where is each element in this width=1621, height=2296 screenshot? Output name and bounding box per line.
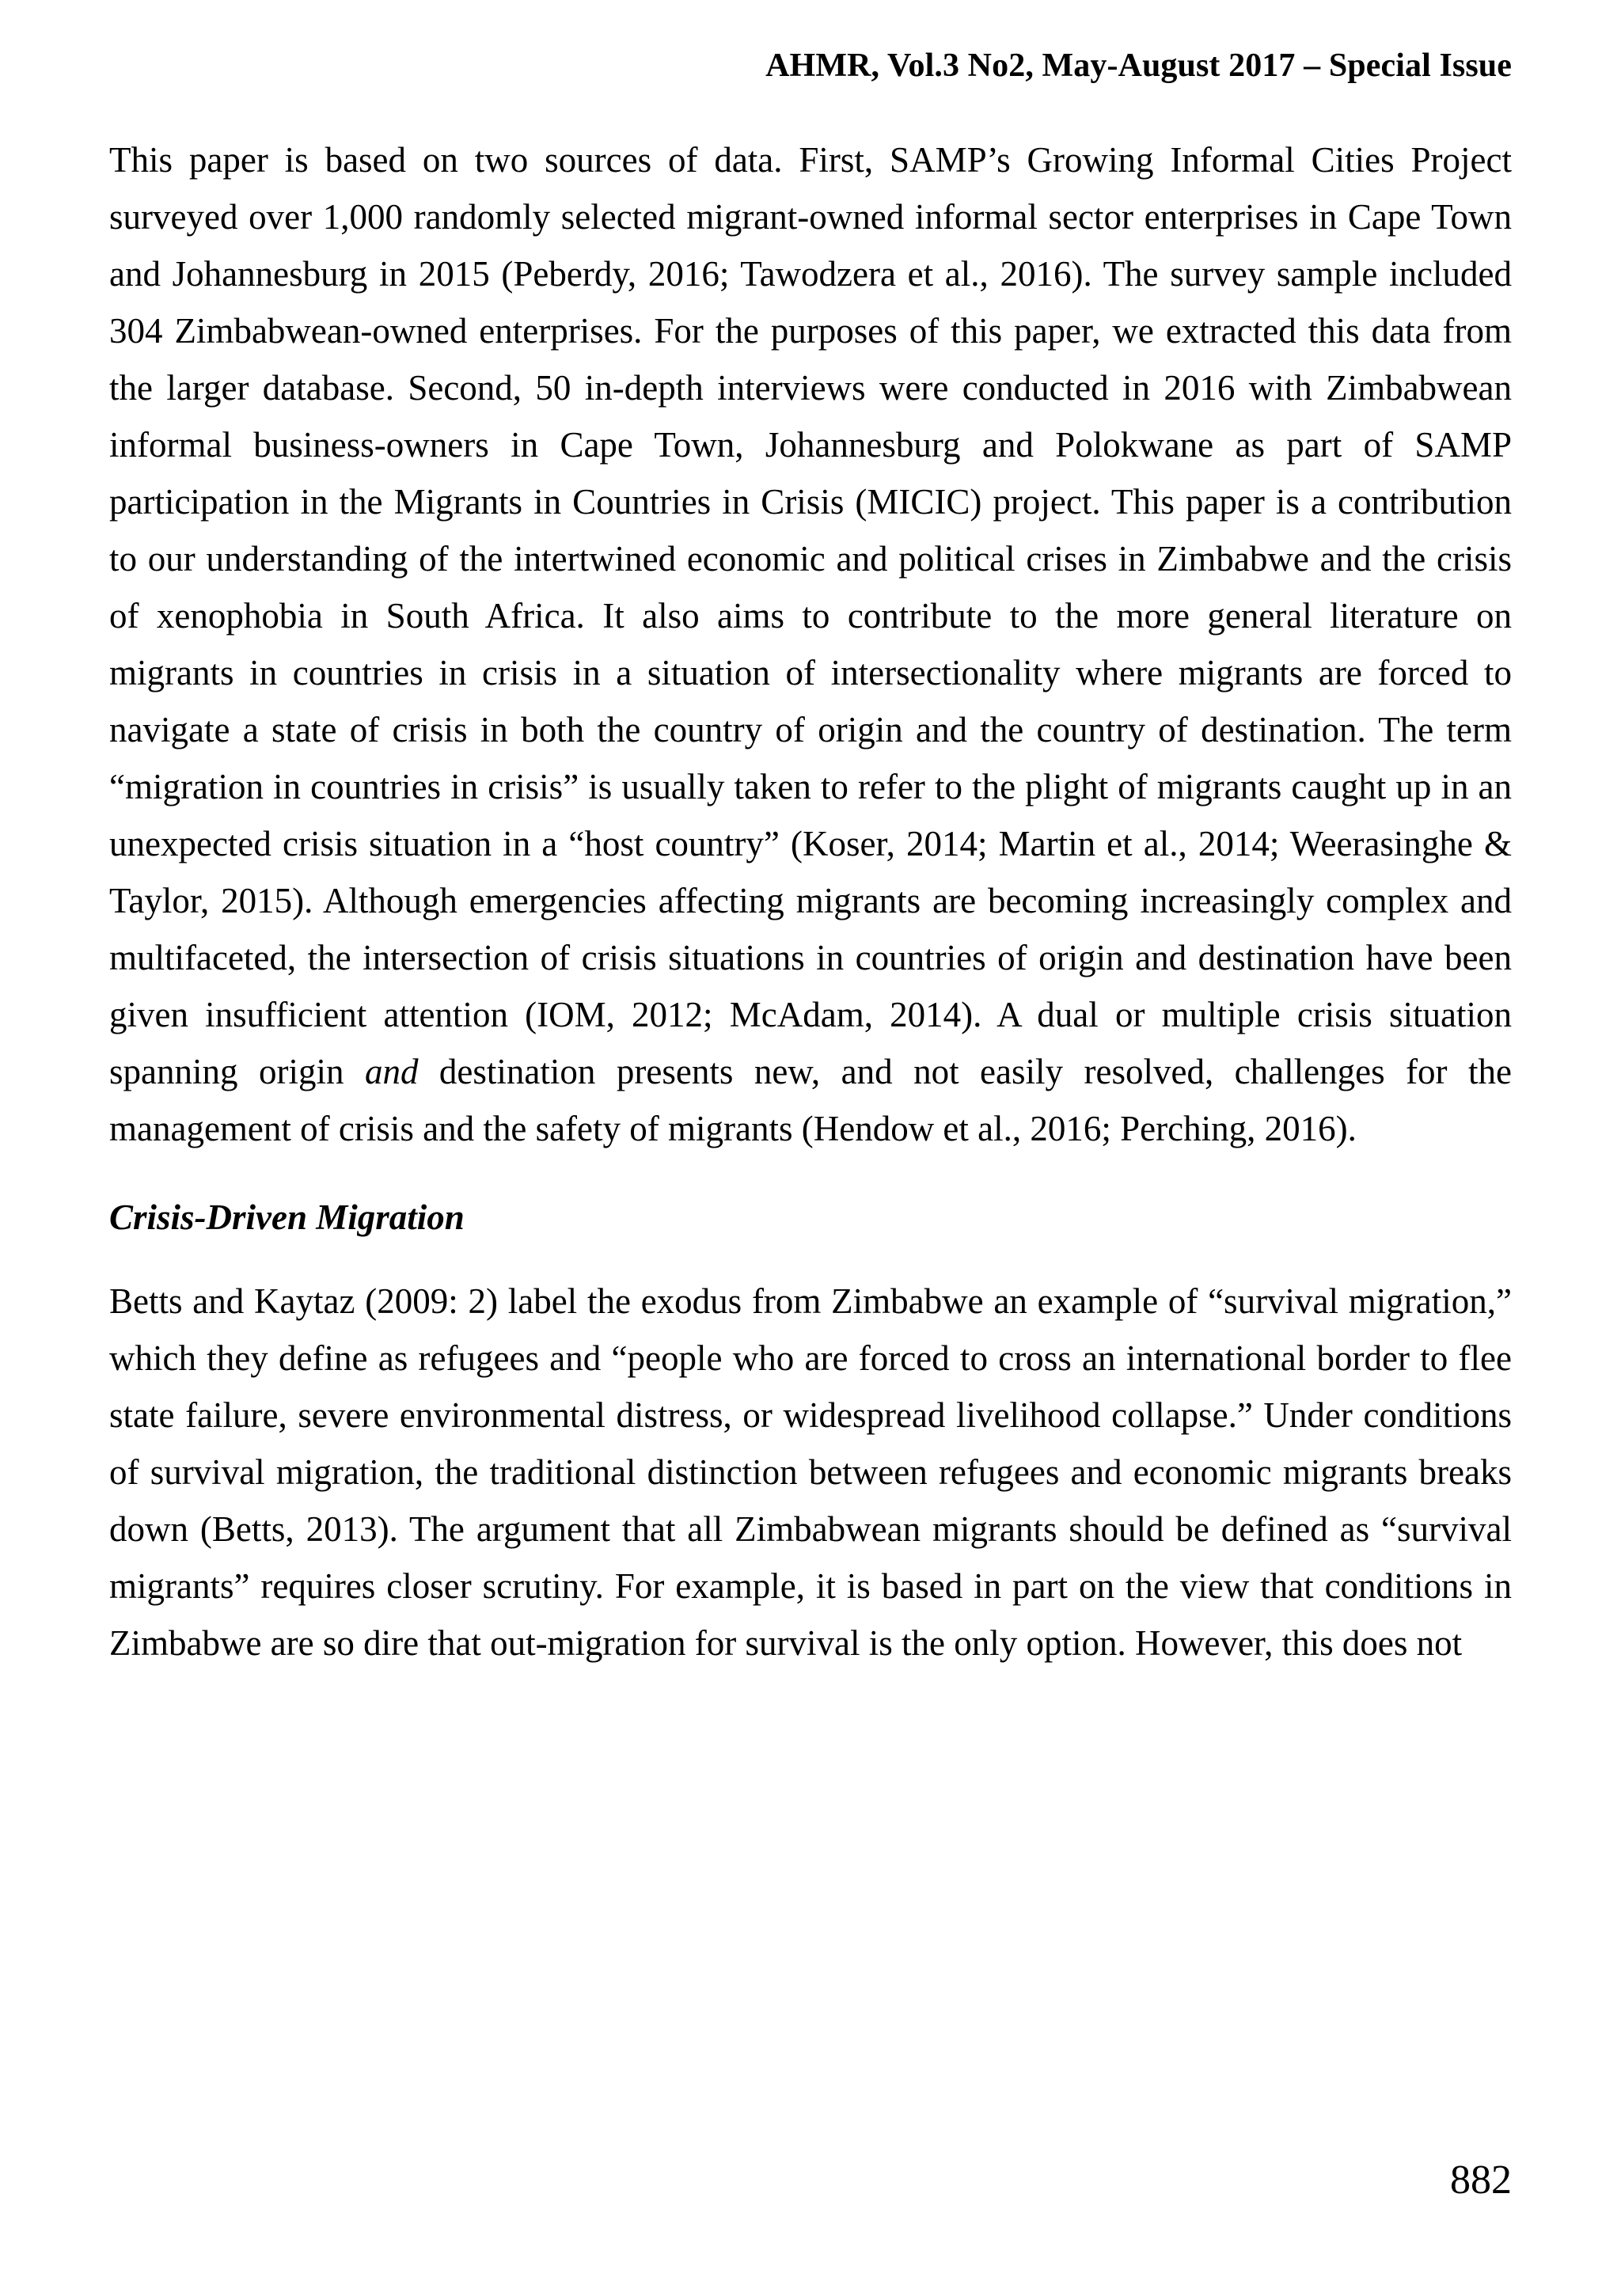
paragraph-methods (109, 131, 1512, 1157)
section-heading-crisis-driven-migration: Crisis-Driven Migration (109, 1197, 465, 1237)
paragraph-methods-text-before-italic: This paper is based on two sources of data. First, SAMP’s Growing Informal Cities Project surveyed over 1,000 randomly selected migrant-owned informal sector enterprises in Cape Town and Johannesburg in 2015 (Peberdy, 2016; Tawodzera et al., 2016). The survey sample included 304 Zimbabwean-owned enterprises. For the purposes of this paper, we extracted this data from the larger database. Second, 50 in-depth interviews were conducted in 2016 with Zimbabwean informal business-owners in Cape Town, Johannesburg and Polokwane as part of SAMP participation in the Migrants in Countries in Crisis (MICIC) project. This paper is a contribution to our understanding of the intertwined economic and political crises in Zimbabwe and the crisis of xenophobia in South Africa. It also aims to contribute to the more general literature on migrants in countries in crisis in a situation of intersectionality where migrants are forced to navigate a state of crisis in both the country of origin and the country of destination. The term “migration in countries in crisis” is usually taken to refer to the plight of migrants caught up in an unexpected crisis situation in a “host country” (Koser, 2014; Martin et al., 2014; Weerasinghe & Taylor, 2015). Although emergencies affecting migrants are becoming increasingly complex and multifaceted, the intersection of crisis situations in countries of origin and destination have been given insufficient attention (IOM, 2012; McAdam, 2014). A dual or multiple crisis situation spanning origin (109, 140, 1512, 1091)
page-number: 882 (1450, 2157, 1512, 2203)
body-content (109, 131, 1512, 1672)
emphasis-and: and (364, 1052, 419, 1091)
paragraph-crisis-driven-migration: Betts and Kaytaz (2009: 2) label the exodus from Zimbabwe an example of “survival migration,” which they define as refugees and “people who are forced to cross an international border to flee state failure, severe environmental distress, or widespread livelihood collapse.” Under conditions of survival migration, the traditional distinction between refugees and economic migrants breaks down (Betts, 2013). The argument that all Zimbabwean migrants should be defined as “survival migrants” requires closer scrutiny. For example, it is based in part on the view that conditions in Zimbabwe are so dire that out-migration for survival is the only option. However, this does not (109, 1281, 1512, 1663)
running-head: AHMR, Vol.3 No2, May-August 2017 – Special Issue (765, 47, 1512, 84)
paragraph-methods-text-after-italic: destination presents new, and not easily resolved, challenges for the management of crisis and the safety of migrants (Hendow et al., 2016; Perching, 2016). (109, 1052, 1513, 1148)
